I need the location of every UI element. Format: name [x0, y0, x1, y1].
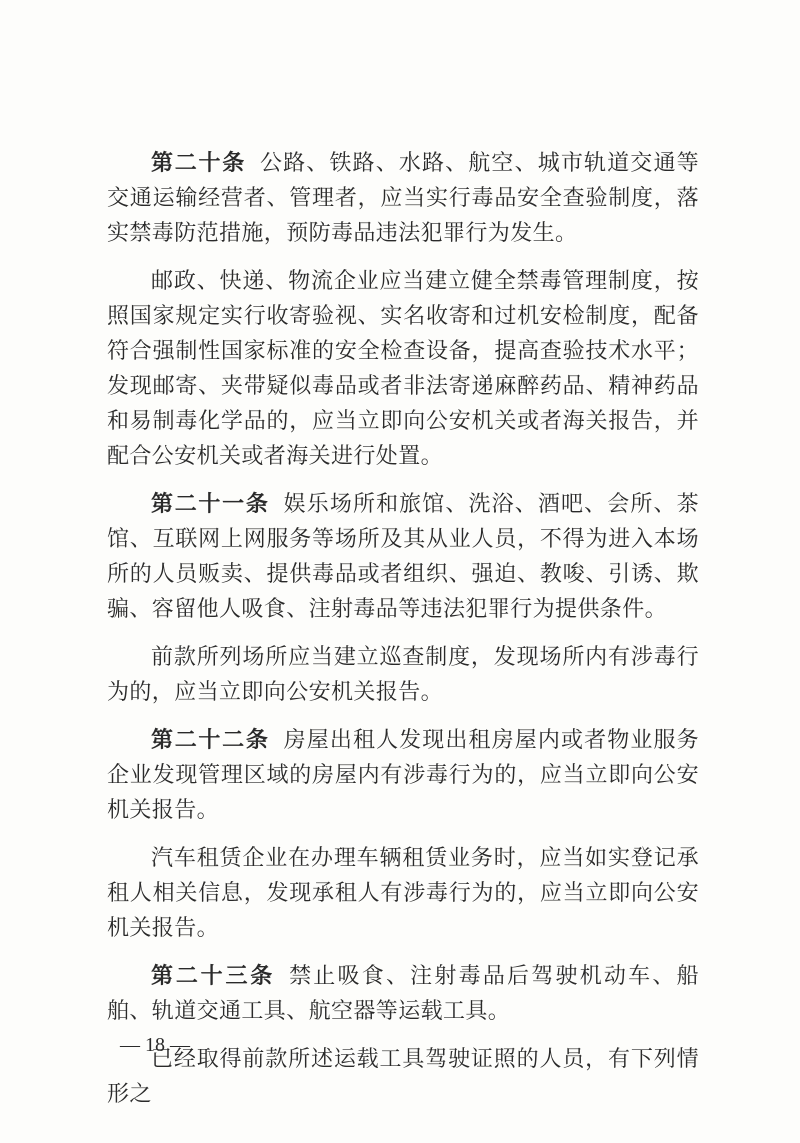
article-number: 第二十一条 — [151, 492, 270, 517]
paragraph-article-23 — [107, 959, 699, 1029]
paragraph-text: 娱乐场所和旅馆、洗浴、酒吧、会所、茶馆、互联网上网服务等场所及其从业人员，不得为进入本场所的人员贩卖、提供毒品或者组织、强迫、教唆、引诱、欺骗、容留他人吸食、注射毒品等违法犯罪行为提供条件。 — [107, 492, 699, 622]
paragraph-car-rental — [107, 841, 699, 946]
page-number: — 18 — — [120, 1034, 190, 1056]
paragraph-text: 公路、铁路、水路、航空、城市轨道交通等交通运输经营者、管理者，应当实行毒品安全查验制度，落实禁毒防范措施，预防毒品违法犯罪行为发生。 — [107, 151, 699, 246]
paragraph-article-22 — [107, 723, 699, 828]
paragraph-patrol-system — [107, 640, 699, 710]
paragraph-article-21 — [107, 487, 699, 627]
article-number: 第二十条 — [151, 151, 246, 176]
paragraph-license-holders — [107, 1042, 699, 1112]
paragraph-text: 前款所列场所应当建立巡查制度，发现场所内有涉毒行为的，应当立即向公安机关报告。 — [107, 645, 699, 705]
article-number: 第二十二条 — [151, 728, 270, 753]
paragraph-text: 已经取得前款所述运载工具驾驶证照的人员，有下列情形之 — [107, 1047, 699, 1107]
paragraph-text: 邮政、快递、物流企业应当建立健全禁毒管理制度，按照国家规定实行收寄验视、实名收寄和过机安检制度，配备符合强制性国家标准的安全检查设备，提高查验技术水平；发现邮寄、夹带疑似毒品或者非法寄递麻醉药品、精神药品和易制毒化学品的，应当立即向公安机关或者海关报告，并配合公安机关或者海关进行处置。 — [107, 269, 699, 469]
paragraph-postal-express — [107, 264, 699, 474]
paragraph-text: 汽车租赁企业在办理车辆租赁业务时，应当如实登记承租人相关信息，发现承租人有涉毒行为的，应当立即向公安机关报告。 — [107, 846, 699, 941]
paragraph-text: 禁止吸食、注射毒品后驾驶机动车、船舶、轨道交通工具、航空器等运载工具。 — [107, 964, 699, 1024]
body-text — [107, 146, 699, 1125]
paragraph-text: 房屋出租人发现出租房屋内或者物业服务企业发现管理区域的房屋内有涉毒行为的，应当立即向公安机关报告。 — [107, 728, 699, 823]
paragraph-article-20 — [107, 146, 699, 251]
article-number: 第二十三条 — [151, 964, 276, 989]
